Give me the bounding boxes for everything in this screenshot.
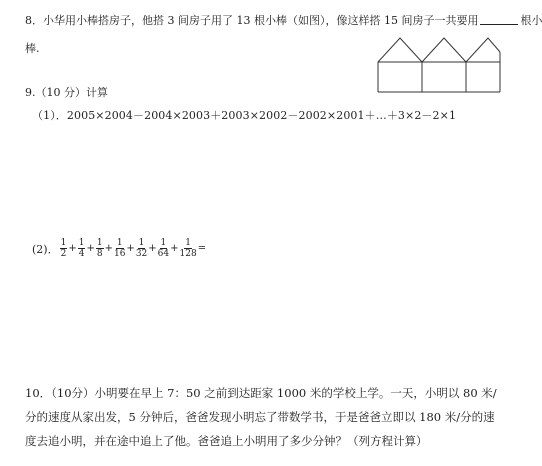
question-8-text: 8．小华用小棒搭房子，他搭 3 间房子用了 13 根小棒（如图），像这样搭 15 间房子一共要用 — [25, 14, 479, 27]
part-2-label: (2)． — [32, 242, 59, 256]
fraction-7: $\frac{1}{128}$ — [179, 238, 197, 259]
question-9-part-2: (2)． $\frac{1}{2}$ + $\frac{1}{4}$ + $\frac{1}{8}$ + $\frac{1}{16}$ + $\frac{1}{32}$ + $\frac{1}{64}$ + $\frac{1}{128}$ = — [32, 238, 207, 259]
question-8-line-1 — [25, 12, 542, 28]
answer-blank[interactable] — [480, 14, 518, 25]
question-8-line-2: 棒. — [25, 42, 40, 55]
question-9-heading: 9.（10 分）计算 — [25, 86, 108, 99]
roof-line — [378, 38, 500, 62]
fraction-3: $\frac{1}{8}$ — [96, 238, 103, 259]
fraction-2: $\frac{1}{4}$ — [78, 238, 85, 259]
fraction-5: $\frac{1}{32}$ — [135, 238, 148, 259]
equals-sign: = — [197, 243, 207, 254]
question-9-part-1: （1）．2005×2004－2004×2003＋2003×2002－2002×2001＋…＋3×2－2×1 — [32, 109, 457, 122]
question-10: 10．（10分）小明要在早上 7：50 之前到达距家 1000 米的学校上学。一天，小明以 80 米/分的速度从家出发，5 分钟后，爸爸发现小明忘了带数学书，于是爸爸立即以 180 米/分的速度去追小明，并在途中追上了他。爸爸追上小明用了多少分钟？（列方程计算） — [25, 386, 497, 448]
fraction-4: $\frac{1}{16}$ — [113, 238, 126, 259]
houses-figure — [372, 30, 504, 94]
fraction-6: $\frac{1}{64}$ — [157, 238, 170, 259]
question-8-text-end: 根小 — [520, 14, 542, 27]
fraction-1: $\frac{1}{2}$ — [60, 238, 67, 259]
